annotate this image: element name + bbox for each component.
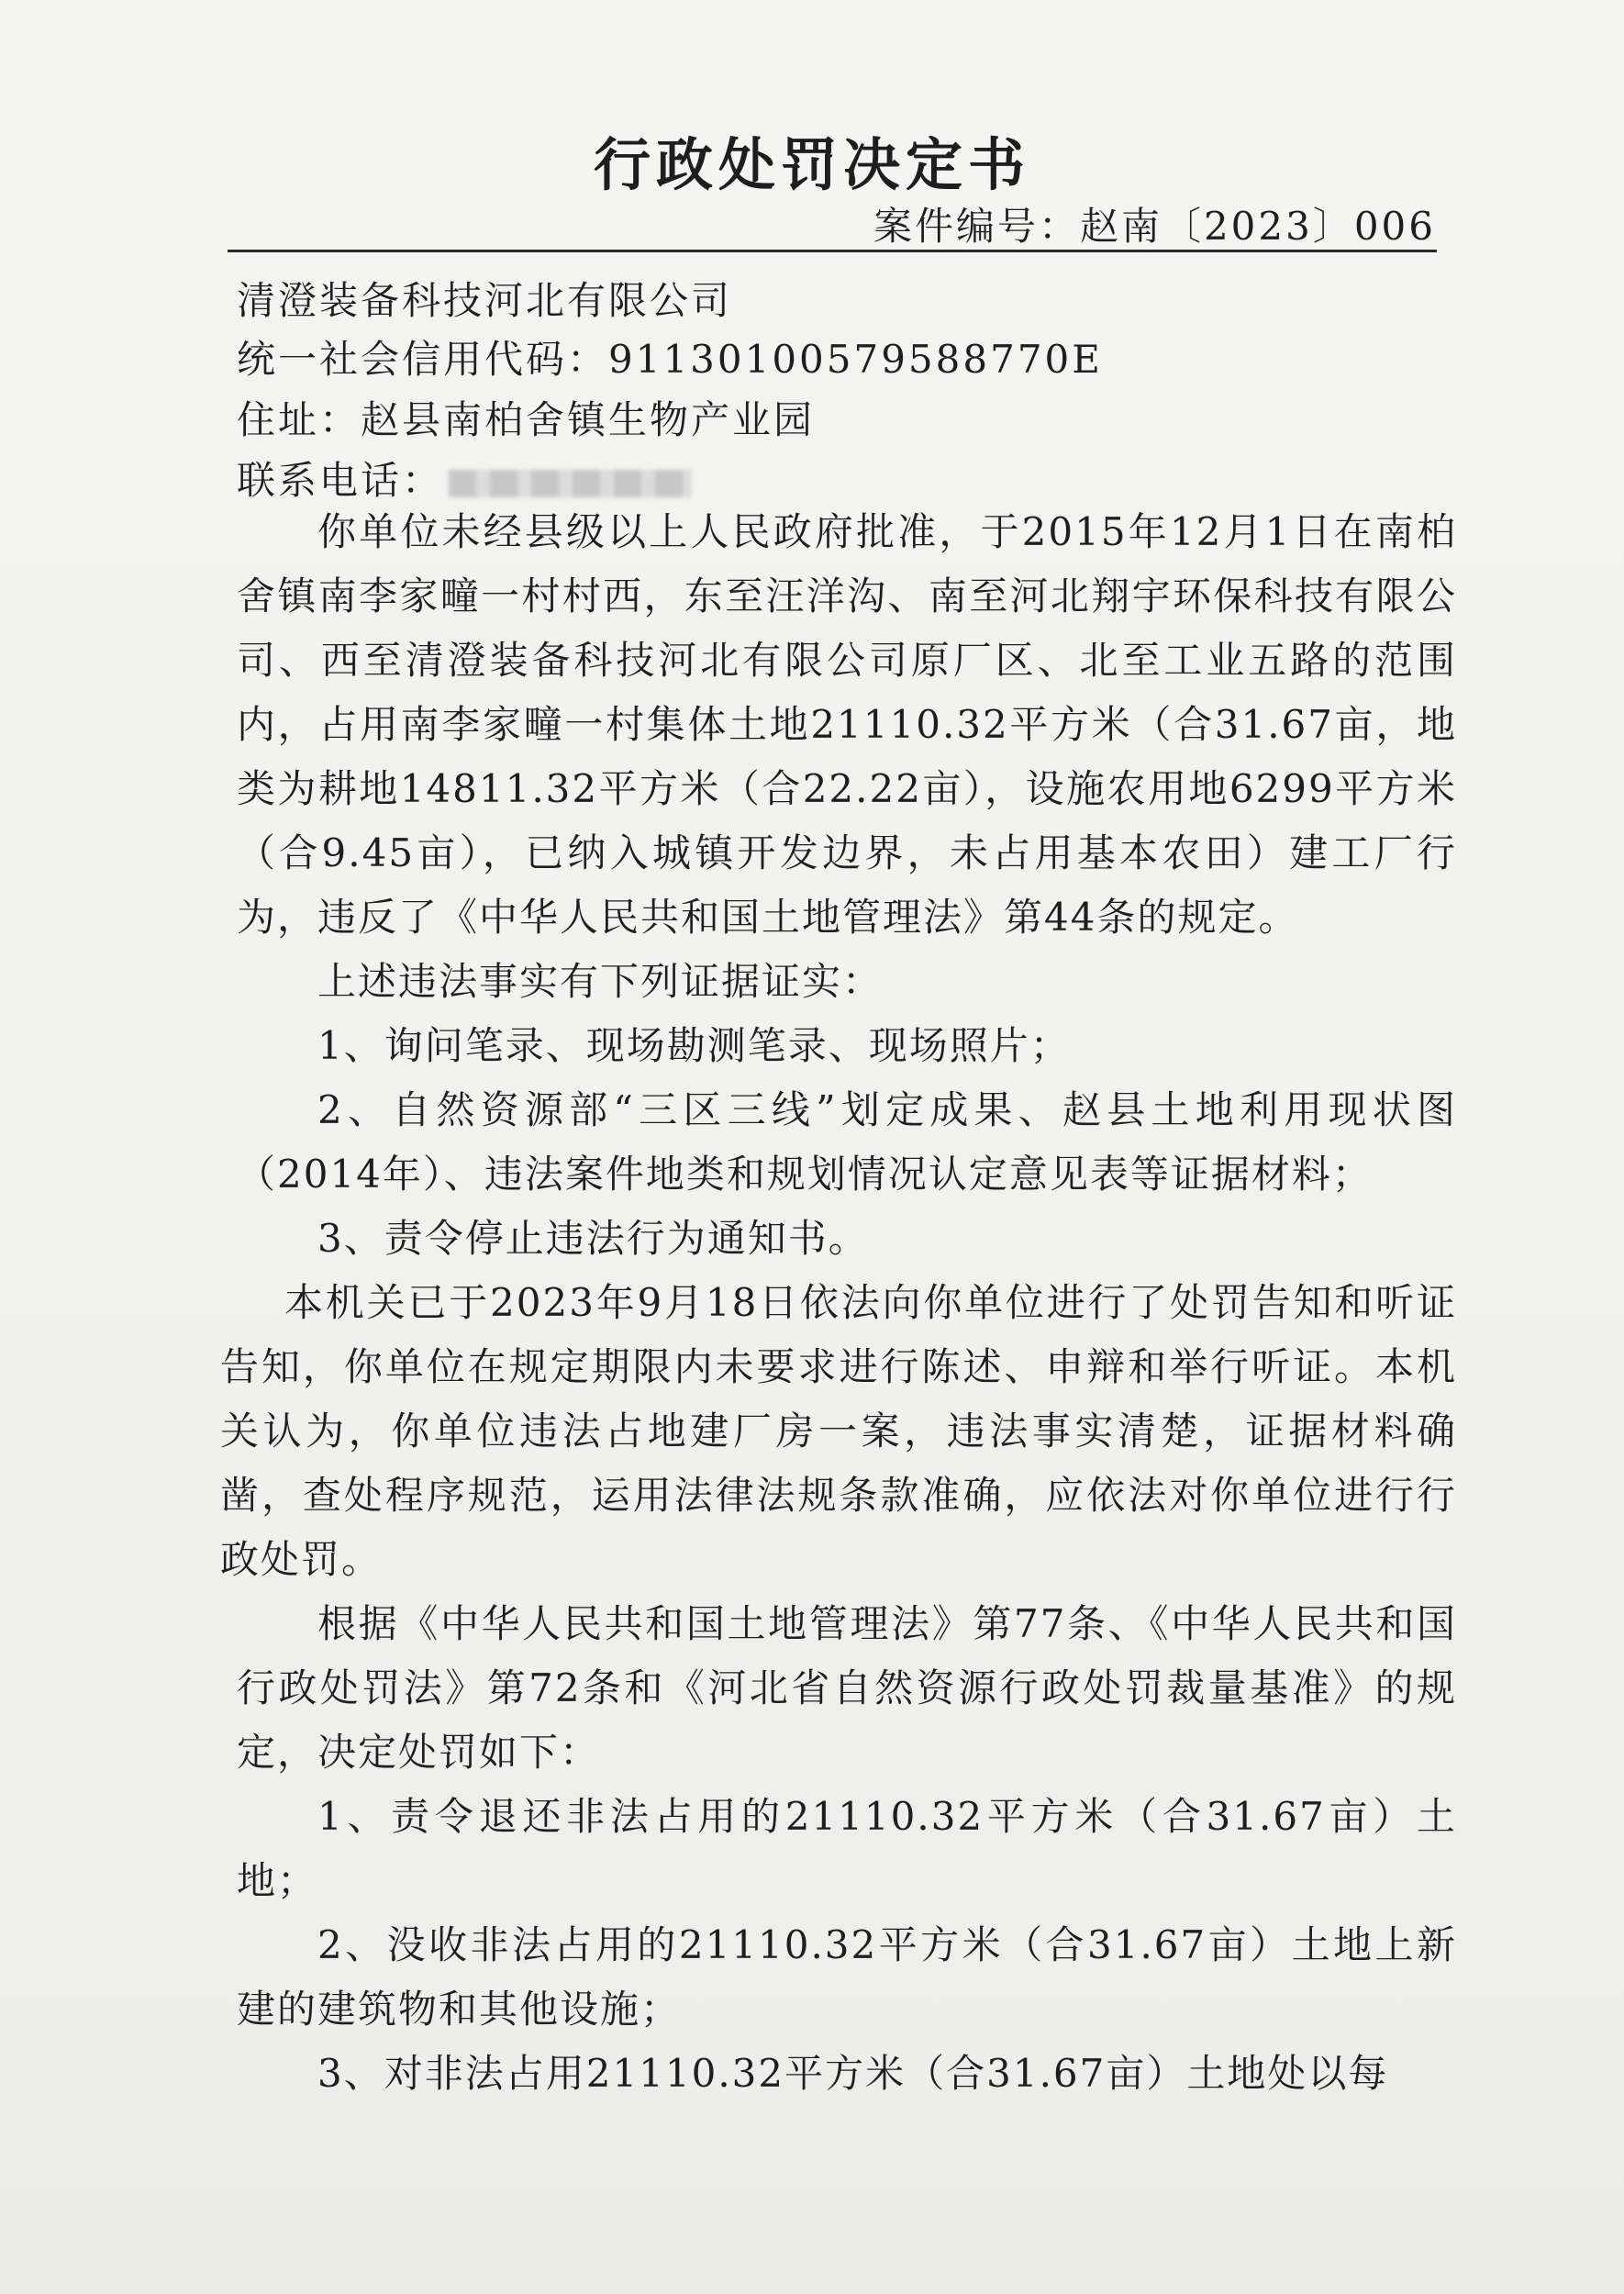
evidence-item-2: 2、自然资源部“三区三线”划定成果、赵县土地利用现状图（2014年）、违法案件地类和规划情况认定意见表等证据材料； xyxy=(237,1087,1457,1197)
document-body xyxy=(220,500,1457,2106)
penalty-item-2: 2、没收非法占用的21110.32平方米（合31.67亩）土地上新建的建筑物和其他设施； xyxy=(237,1922,1457,2032)
evidence-item-1: 1、询问笔录、现场勘测笔录、现场照片； xyxy=(317,1023,1071,1068)
evidence-intro: 上述违法事实有下列证据证实： xyxy=(317,959,884,1004)
penalty-item-3: 3、对非法占用21110.32平方米（合31.67亩）土地处以每 xyxy=(317,2051,1389,2096)
address: 住址：赵县南柏舍镇生物产业园 xyxy=(237,397,816,442)
header-rule xyxy=(228,250,1437,252)
recipient-company: 清澄装备科技河北有限公司 xyxy=(237,278,733,323)
penalty-item-1: 1、责令退还非法占用的21110.32平方米（合31.67亩）土地； xyxy=(237,1794,1457,1903)
evidence-item-3: 3、责令停止违法行为通知书。 xyxy=(317,1216,869,1261)
case-number: 案件编号：赵南〔2023〕006 xyxy=(873,204,1436,249)
redacted-phone-number xyxy=(449,470,692,497)
notice-paragraph: 本机关已于2023年9月18日依法向你单位进行了处罚告知和听证告知，你单位在规定期限内未要求进行陈述、申辩和举行听证。本机关认为，你单位违法占地建厂房一案，违法事实清楚，证据材料确凿，查处程序规范，运用法律法规条款准确，应依法对你单位进行行政处罚。 xyxy=(220,1280,1457,1582)
credit-code: 统一社会信用代码：91130100579588770E xyxy=(237,337,1103,382)
facts-paragraph: 你单位未经县级以上人民政府批准，于2015年12月1日在南柏舍镇南李家疃一村村西，东至汪洋沟、南至河北翔宇环保科技有限公司、西至清澄装备科技河北有限公司原厂区、北至工业五路的范围内，占用南李家疃一村集体土地21110.32平方米（合31.67亩，地类为耕地14811.32平方米（合22.22亩），设施农用地6299平方米（合9.45亩），已纳入城镇开发边界，未占用基本农田）建工厂行为，违反了《中华人民共和国土地管理法》第44条的规定。 xyxy=(237,509,1457,940)
basis-paragraph: 根据《中华人民共和国土地管理法》第77条、《中华人民共和国行政处罚法》第72条和《河北省自然资源行政处罚裁量基准》的规定，决定处罚如下： xyxy=(237,1601,1457,1775)
document-title: 行政处罚决定书 xyxy=(593,131,1030,198)
phone-label: 联系电话： xyxy=(237,458,444,503)
